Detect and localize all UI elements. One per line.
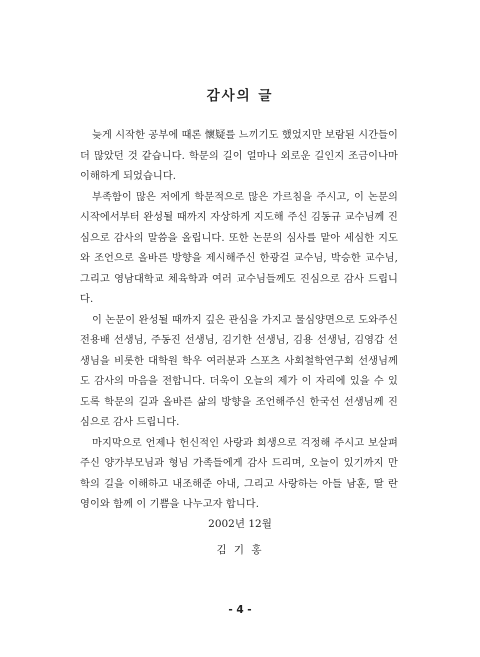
paragraph: 부족함이 많은 저에게 학문적으로 많은 가르침을 주시고, 이 논문의 시작에서부터 완성될 때까지 자상하게 지도해 주신 김동규 교수님께 진심으로 감사의 말씀을 올립니다. 또한 논문의 심사를 맡아 세심한 지도와 조언으로 올바른 방향을 제시해주신 한광걸 교수님, 박승한 교수님, 그리고 영남대학교 체육학과 여러 교수님들께도 진심으로 감사 드립니다. <box>80 191 398 305</box>
paragraph: 늦게 시작한 공부에 때론 懷疑를 느끼기도 했었지만 보람된 시간들이 더 많았던 것 같습니다. 학문의 길이 얼마나 외로운 길인지 조금이나마 이해하게 되었습니다. <box>80 130 398 182</box>
paragraph: 이 논문이 완성될 때까지 깊은 관심을 가지고 물심양면으로 도와주신 전용배 선생님, 주동진 선생님, 김기한 선생님, 김용 선생님, 김영갑 선생님을 비롯한 대학원 학우 여러분과 스포츠 사회철학연구회 선생님께도 감사의 마음을 전합니다. 더욱이 오늘의 제가 이 자리에 있을 수 있도록 학문의 길과 올바른 삶의 방향을 조언해주신 한국선 선생님께 진심으로 감사 드립니다. <box>80 314 398 428</box>
paragraph: 마지막으로 언제나 헌신적인 사랑과 희생으로 걱정해 주시고 보살펴 주신 양가부모님과 형님 가족들에게 감사 드리며, 오늘이 있기까지 만학의 길을 이해하고 내조해준 아내, 그리고 사랑하는 아들 남훈, 딸 란영이와 함께 이 기쁨을 나누고자 합니다. <box>80 437 398 510</box>
page-number: - 4 - <box>228 604 252 616</box>
page-title: 감사의 글 <box>206 88 274 104</box>
author-name: 김 기 홍 <box>216 544 264 556</box>
date: 2002년 12월 <box>208 518 272 530</box>
acknowledgement-body <box>80 126 398 516</box>
